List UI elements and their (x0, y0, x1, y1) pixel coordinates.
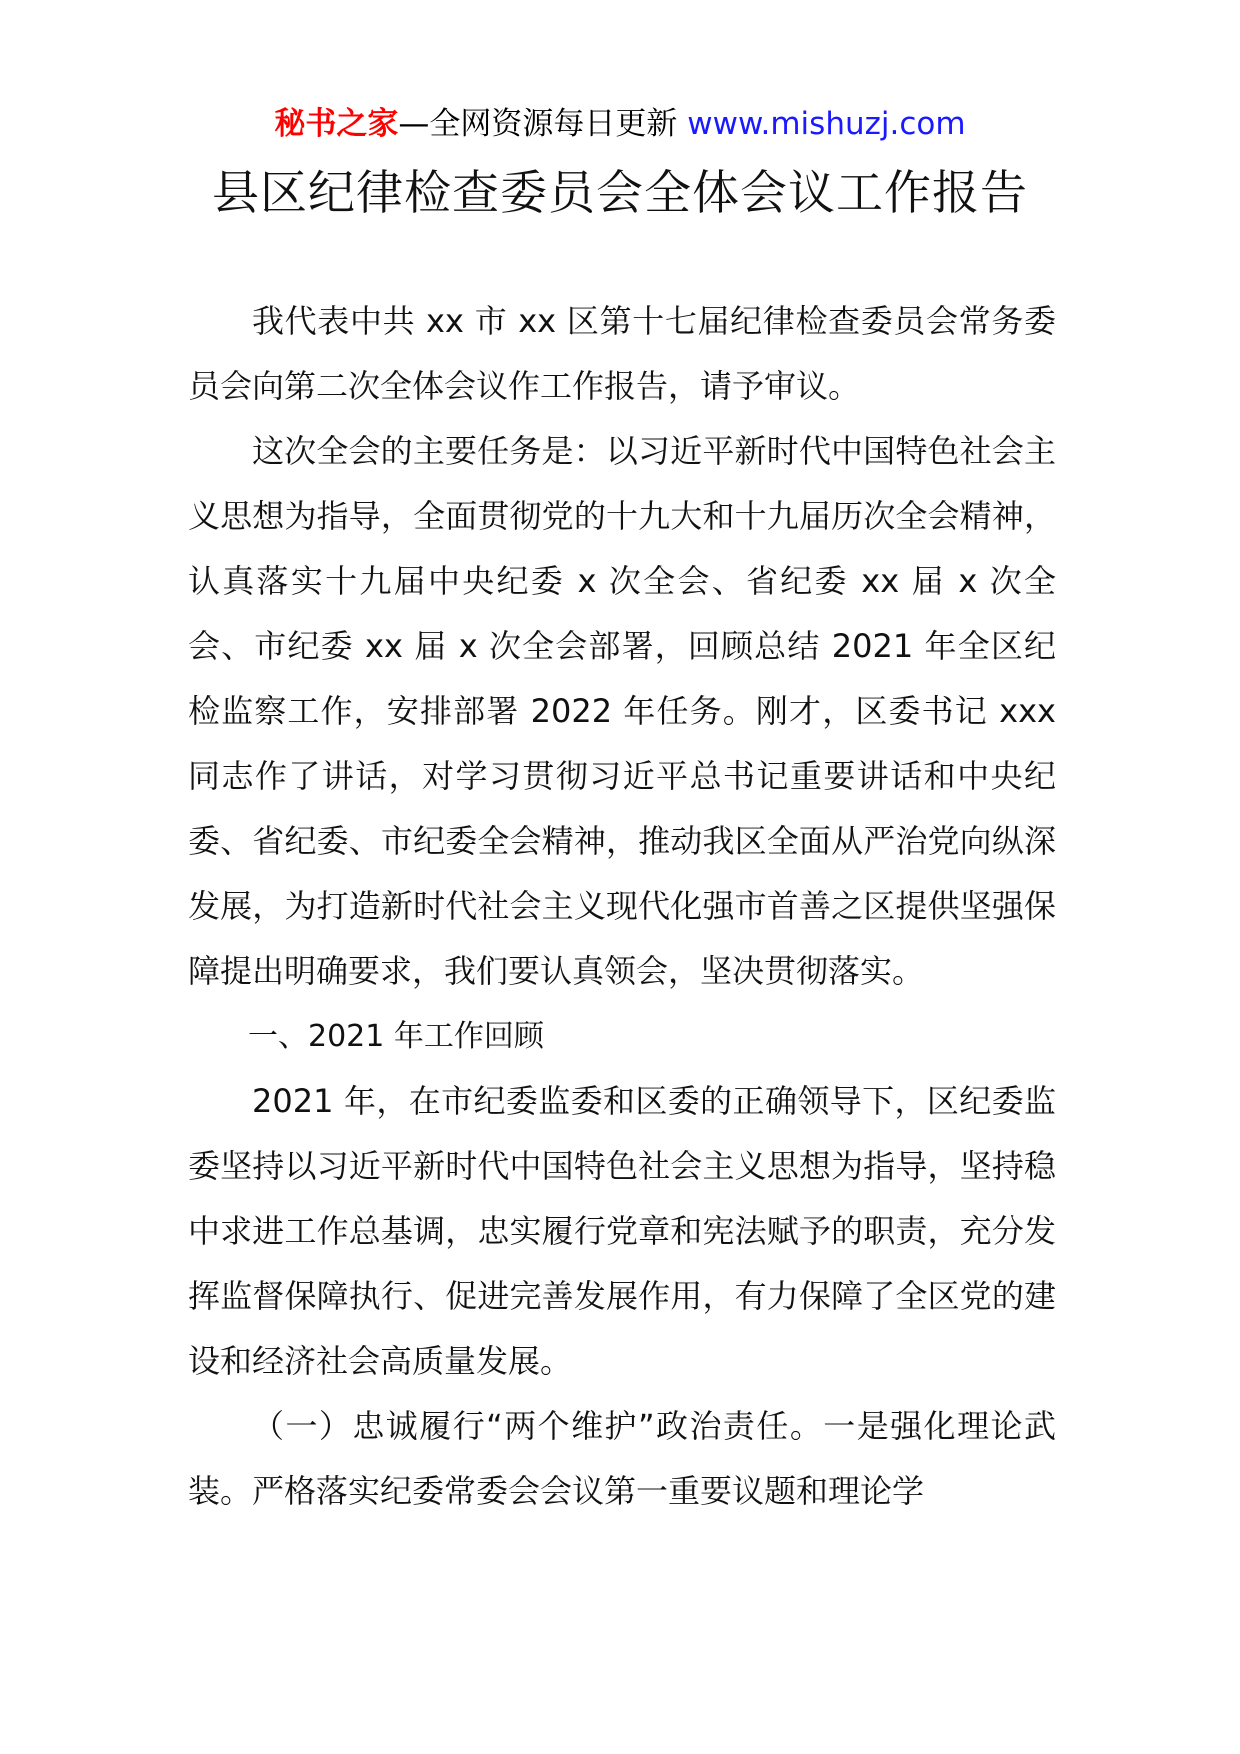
document-title: 县区纪律检查委员会全体会议工作报告 (212, 166, 1028, 221)
brand-name: 秘书之家 (274, 106, 399, 142)
section-heading-review: 一、2021 年工作回顾 (248, 1019, 544, 1054)
header-tagline: —全网资源每日更新 (398, 106, 678, 142)
site-url-link[interactable]: www.mishuzj.com (687, 106, 966, 142)
paragraph-review: 2021 年，在市纪委监委和区委的正确领导下，区纪委监委坚持以习近平新时代中国特色社会主义思想为指导，坚持稳中求进工作总基调，忠实履行党章和宪法赋予的职责，充分发挥监督保障执行、促进完善发展作用，有力保障了全区党的建设和经济社会高质量发展。 (188, 1082, 1056, 1380)
site-header (0, 102, 1240, 146)
document-body (188, 289, 1056, 1524)
paragraph-subsection-one: （一）忠诚履行“两个维护”政治责任。一是强化理论武装。严格落实纪委常委会会议第一重要议题和理论学 (188, 1407, 1056, 1510)
paragraph-main-tasks: 这次全会的主要任务是：以习近平新时代中国特色社会主义思想为指导，全面贯彻党的十九大和十九届历次全会精神，认真落实十九届中央纪委 x 次全会、省纪委 xx 届 x 次全会、市纪委 xx 届 x 次全会部署，回顾总结 2021 年全区纪检监察工作，安排部署 2022 年任务。刚才，区委书记 xxx 同志作了讲话，对学习贯彻习近平总书记重要讲话和中央纪委、省纪委、市纪委全会精神，推动我区全面从严治党向纵深发展，为打造新时代社会主义现代化强市首善之区提供坚强保障提出明确要求，我们要认真领会，坚决贯彻落实。 (188, 432, 1056, 990)
paragraph-intro: 我代表中共 xx 市 xx 区第十七届纪律检查委员会常务委员会向第二次全体会议作工作报告，请予审议。 (188, 302, 1056, 405)
